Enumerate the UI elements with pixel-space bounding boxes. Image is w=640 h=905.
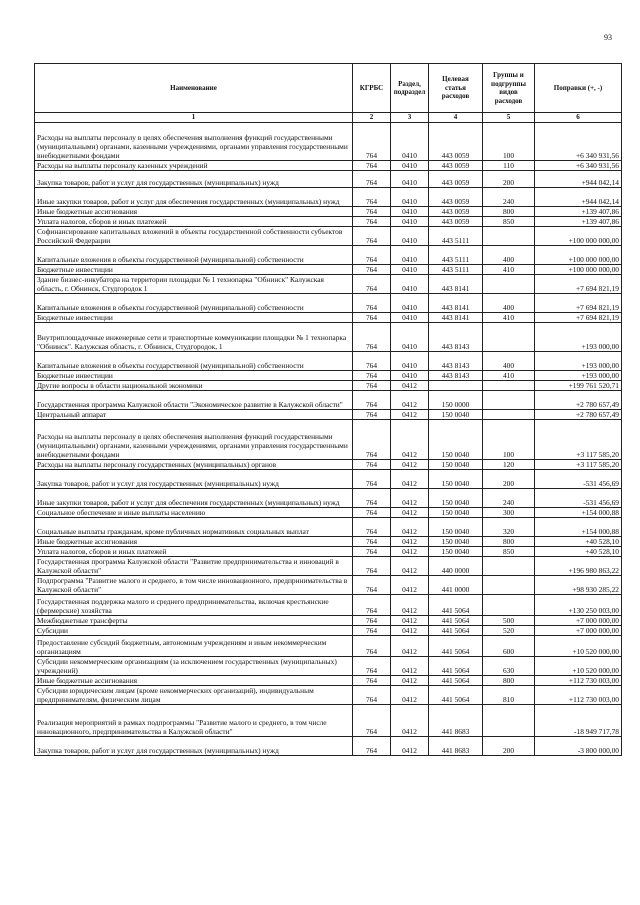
- cell-name: Социальное обеспечение и иные выплаты населению: [35, 508, 353, 518]
- table-row: [35, 246, 622, 265]
- cell-amount: +10 520 000,00: [535, 636, 622, 657]
- cell-name: Бюджетные инвестиции: [35, 313, 353, 323]
- table-row: [35, 371, 622, 381]
- cell-section: 0410: [391, 313, 429, 323]
- cell-section: 0412: [391, 470, 429, 489]
- cell-name: Софинансирование капитальных вложений в объекты государственной собственности субъектов Российской Федерации: [35, 227, 353, 246]
- cell-group: [483, 557, 535, 576]
- table-row: [35, 657, 622, 676]
- cell-group: [483, 381, 535, 391]
- cell-section: 0412: [391, 576, 429, 595]
- table-row: [35, 705, 622, 737]
- cell-target: 441 8683: [429, 737, 483, 756]
- cell-target: 441 5064: [429, 616, 483, 626]
- cell-target: 441 5064: [429, 676, 483, 686]
- cell-group: 600: [483, 636, 535, 657]
- table-row: [35, 294, 622, 313]
- table-row: [35, 489, 622, 508]
- column-number: 1: [35, 113, 353, 123]
- cell-target: 443 5111: [429, 227, 483, 246]
- cell-amount: +154 000,88: [535, 508, 622, 518]
- cell-target: 150 0040: [429, 460, 483, 470]
- cell-group: 410: [483, 371, 535, 381]
- table-row: [35, 420, 622, 460]
- cell-amount: +139 407,86: [535, 217, 622, 227]
- cell-amount: +100 000 000,00: [535, 227, 622, 246]
- cell-group: 500: [483, 616, 535, 626]
- cell-amount: +98 930 285,22: [535, 576, 622, 595]
- cell-target: 150 0040: [429, 489, 483, 508]
- cell-group: 400: [483, 352, 535, 371]
- cell-kgrbs: 764: [353, 161, 391, 171]
- cell-amount: +100 000 000,00: [535, 265, 622, 275]
- cell-section: 0412: [391, 420, 429, 460]
- cell-section: 0410: [391, 352, 429, 371]
- table-row: [35, 547, 622, 557]
- cell-target: 441 5064: [429, 626, 483, 636]
- cell-group: 100: [483, 123, 535, 161]
- budget-amendments-table: [34, 63, 622, 756]
- cell-kgrbs: 764: [353, 518, 391, 537]
- cell-section: 0412: [391, 557, 429, 576]
- cell-amount: +112 730 003,00: [535, 676, 622, 686]
- cell-kgrbs: 764: [353, 410, 391, 420]
- cell-name: Центральный аппарат: [35, 410, 353, 420]
- cell-group: 520: [483, 626, 535, 636]
- cell-target: 443 0059: [429, 161, 483, 171]
- table-body: [35, 123, 622, 756]
- cell-kgrbs: 764: [353, 576, 391, 595]
- cell-kgrbs: 764: [353, 508, 391, 518]
- cell-amount: -3 800 000,00: [535, 737, 622, 756]
- cell-section: 0412: [391, 595, 429, 616]
- cell-section: 0412: [391, 705, 429, 737]
- table-row: [35, 217, 622, 227]
- cell-target: 443 8141: [429, 275, 483, 294]
- cell-target: 443 0059: [429, 171, 483, 188]
- cell-target: 441 5064: [429, 657, 483, 676]
- cell-kgrbs: 764: [353, 686, 391, 705]
- cell-kgrbs: 764: [353, 265, 391, 275]
- cell-group: 800: [483, 537, 535, 547]
- cell-name: Расходы на выплаты персоналу государственных (муниципальных) органов: [35, 460, 353, 470]
- table-row: [35, 595, 622, 616]
- cell-name: Субсидии некоммерческим организациям (за исключением государственных (муниципальных) учреждений): [35, 657, 353, 676]
- cell-name: Расходы на выплаты персоналу казенных учреждений: [35, 161, 353, 171]
- cell-section: 0412: [391, 518, 429, 537]
- cell-target: 150 0040: [429, 470, 483, 489]
- cell-kgrbs: 764: [353, 294, 391, 313]
- cell-group: 800: [483, 207, 535, 217]
- cell-amount: +7 000 000,00: [535, 626, 622, 636]
- cell-section: 0410: [391, 294, 429, 313]
- cell-name: Государственная программа Калужской области "Развитие предпринимательства и инноваций в Калужской области": [35, 557, 353, 576]
- cell-kgrbs: 764: [353, 705, 391, 737]
- cell-kgrbs: 764: [353, 737, 391, 756]
- cell-amount: +10 520 000,00: [535, 657, 622, 676]
- cell-target: 150 0040: [429, 537, 483, 547]
- cell-name: Социальные выплаты гражданам, кроме публичных нормативных социальных выплат: [35, 518, 353, 537]
- table-row: [35, 470, 622, 489]
- table-row: [35, 410, 622, 420]
- cell-group: 300: [483, 508, 535, 518]
- cell-target: 150 0040: [429, 518, 483, 537]
- cell-section: 0412: [391, 410, 429, 420]
- table-row: [35, 391, 622, 410]
- cell-target: [429, 381, 483, 391]
- table-row: [35, 207, 622, 217]
- cell-kgrbs: 764: [353, 371, 391, 381]
- cell-kgrbs: 764: [353, 636, 391, 657]
- cell-section: 0412: [391, 460, 429, 470]
- cell-target: 441 5064: [429, 595, 483, 616]
- cell-amount: -531 456,69: [535, 470, 622, 489]
- cell-section: 0410: [391, 227, 429, 246]
- cell-name: Закупка товаров, работ и услуг для государственных (муниципальных) нужд: [35, 470, 353, 489]
- cell-group: 850: [483, 217, 535, 227]
- cell-name: Другие вопросы в области национальной экономики: [35, 381, 353, 391]
- cell-name: Межбюджетные трансферты: [35, 616, 353, 626]
- cell-section: 0410: [391, 217, 429, 227]
- header-section: Раздел, подраздел: [391, 64, 429, 113]
- cell-amount: +196 980 863,22: [535, 557, 622, 576]
- cell-group: 410: [483, 265, 535, 275]
- cell-target: 150 0000: [429, 391, 483, 410]
- table-row: [35, 616, 622, 626]
- table-row: [35, 313, 622, 323]
- cell-section: 0412: [391, 381, 429, 391]
- cell-amount: +7 694 821,19: [535, 275, 622, 294]
- cell-kgrbs: 764: [353, 537, 391, 547]
- cell-target: 443 0059: [429, 188, 483, 207]
- cell-name: Уплата налогов, сборов и иных платежей: [35, 547, 353, 557]
- cell-target: 443 8143: [429, 323, 483, 352]
- cell-group: 240: [483, 489, 535, 508]
- cell-kgrbs: 764: [353, 171, 391, 188]
- cell-kgrbs: 764: [353, 275, 391, 294]
- cell-kgrbs: 764: [353, 381, 391, 391]
- cell-amount: -531 456,69: [535, 489, 622, 508]
- cell-group: 800: [483, 676, 535, 686]
- cell-amount: +100 000 000,00: [535, 246, 622, 265]
- table-row: [35, 626, 622, 636]
- cell-group: 200: [483, 470, 535, 489]
- cell-section: 0412: [391, 391, 429, 410]
- cell-target: 443 8143: [429, 352, 483, 371]
- cell-kgrbs: 764: [353, 246, 391, 265]
- cell-group: [483, 227, 535, 246]
- cell-name: Капитальные вложения в объекты государственной (муниципальной) собственности: [35, 246, 353, 265]
- cell-name: Капитальные вложения в объекты государственной (муниципальной) собственности: [35, 294, 353, 313]
- table-header-row: [35, 64, 622, 113]
- cell-name: Субсидии: [35, 626, 353, 636]
- cell-kgrbs: 764: [353, 595, 391, 616]
- cell-group: 410: [483, 313, 535, 323]
- cell-section: 0410: [391, 246, 429, 265]
- cell-group: [483, 275, 535, 294]
- table-row: [35, 161, 622, 171]
- cell-amount: +130 250 003,00: [535, 595, 622, 616]
- cell-group: 100: [483, 420, 535, 460]
- cell-group: 810: [483, 686, 535, 705]
- cell-section: 0412: [391, 676, 429, 686]
- cell-section: 0412: [391, 636, 429, 657]
- cell-amount: +154 000,88: [535, 518, 622, 537]
- cell-amount: +199 761 520,71: [535, 381, 622, 391]
- cell-section: 0410: [391, 323, 429, 352]
- cell-group: [483, 576, 535, 595]
- cell-amount: -18 949 717,78: [535, 705, 622, 737]
- cell-group: [483, 323, 535, 352]
- cell-section: 0410: [391, 188, 429, 207]
- cell-name: Предоставление субсидий бюджетным, автономным учреждениям и иным некоммерческим организациям: [35, 636, 353, 657]
- cell-target: 443 8141: [429, 313, 483, 323]
- column-number: 4: [429, 113, 483, 123]
- table-row: [35, 188, 622, 207]
- cell-amount: +139 407,86: [535, 207, 622, 217]
- column-number: 6: [535, 113, 622, 123]
- cell-amount: +3 117 585,20: [535, 420, 622, 460]
- table-row: [35, 381, 622, 391]
- cell-name: Уплата налогов, сборов и иных платежей: [35, 217, 353, 227]
- cell-section: 0412: [391, 657, 429, 676]
- cell-target: 150 0040: [429, 420, 483, 460]
- cell-section: 0410: [391, 207, 429, 217]
- cell-name: Внутриплощадочные инженерные сети и транспортные коммуникации площадки № 1 технопарка "Обнинск". Калужская область, г. Обнинск, Студгородок, 1: [35, 323, 353, 352]
- cell-name: Иные бюджетные ассигнования: [35, 676, 353, 686]
- cell-name: Государственная поддержка малого и среднего предпринимательства, включая крестьянские (фермерские) хозяйства: [35, 595, 353, 616]
- cell-kgrbs: 764: [353, 207, 391, 217]
- cell-group: 200: [483, 171, 535, 188]
- cell-target: 441 8683: [429, 705, 483, 737]
- cell-name: Государственная программа Калужской области "Экономическое развитие в Калужской области": [35, 391, 353, 410]
- cell-amount: +944 042,14: [535, 188, 622, 207]
- page-number: 93: [604, 33, 612, 42]
- cell-name: Расходы на выплаты персоналу в целях обеспечения выполнения функций государственными (муниципальными) органами, казенными учреждениями, органами управления государственными внебюджетными фондами: [35, 123, 353, 161]
- cell-target: 150 0040: [429, 547, 483, 557]
- table-row: [35, 576, 622, 595]
- cell-kgrbs: 764: [353, 616, 391, 626]
- cell-group: 120: [483, 460, 535, 470]
- cell-amount: +3 117 585,20: [535, 460, 622, 470]
- cell-section: 0412: [391, 508, 429, 518]
- table-row: [35, 460, 622, 470]
- table-row: [35, 171, 622, 188]
- cell-group: 110: [483, 161, 535, 171]
- cell-section: 0410: [391, 265, 429, 275]
- cell-group: 400: [483, 246, 535, 265]
- table-row: [35, 508, 622, 518]
- cell-group: 200: [483, 737, 535, 756]
- cell-amount: +112 730 003,00: [535, 686, 622, 705]
- cell-amount: +6 340 931,56: [535, 123, 622, 161]
- cell-group: 240: [483, 188, 535, 207]
- cell-target: 441 5064: [429, 636, 483, 657]
- cell-target: 443 8141: [429, 294, 483, 313]
- table-row: [35, 323, 622, 352]
- column-number: 5: [483, 113, 535, 123]
- header-amendment: Поправки (+, -): [535, 64, 622, 113]
- cell-section: 0410: [391, 275, 429, 294]
- table-row: [35, 265, 622, 275]
- cell-kgrbs: 764: [353, 626, 391, 636]
- cell-group: [483, 595, 535, 616]
- cell-target: 443 5111: [429, 246, 483, 265]
- cell-name: Иные бюджетные ассигнования: [35, 207, 353, 217]
- cell-amount: +193 000,00: [535, 352, 622, 371]
- cell-group: [483, 705, 535, 737]
- cell-kgrbs: 764: [353, 123, 391, 161]
- cell-section: 0410: [391, 123, 429, 161]
- cell-kgrbs: 764: [353, 227, 391, 246]
- cell-amount: +2 780 657,49: [535, 410, 622, 420]
- table-row: [35, 518, 622, 537]
- cell-section: 0412: [391, 547, 429, 557]
- table-row: [35, 123, 622, 161]
- cell-name: Здание бизнес-инкубатора на территории площадки № 1 технопарка "Обнинск" Калужская область, г. Обнинск, Студгородок 1: [35, 275, 353, 294]
- cell-kgrbs: 764: [353, 420, 391, 460]
- cell-name: Иные закупки товаров, работ и услуг для обеспечения государственных (муниципальных) нужд: [35, 188, 353, 207]
- cell-section: 0410: [391, 161, 429, 171]
- header-kgrbs: КГРБС: [353, 64, 391, 113]
- column-number: 2: [353, 113, 391, 123]
- cell-amount: +7 000 000,00: [535, 616, 622, 626]
- cell-kgrbs: 764: [353, 460, 391, 470]
- cell-name: Капитальные вложения в объекты государственной (муниципальной) собственности: [35, 352, 353, 371]
- cell-amount: +7 694 821,19: [535, 294, 622, 313]
- cell-group: 850: [483, 547, 535, 557]
- cell-group: [483, 391, 535, 410]
- cell-name: Реализация мероприятий в рамках подпрограммы "Развитие малого и среднего, в том числе инновационного, предпринимательства в Калужской области": [35, 705, 353, 737]
- cell-section: 0410: [391, 171, 429, 188]
- header-name: Наименование: [35, 64, 353, 113]
- cell-amount: +193 000,00: [535, 323, 622, 352]
- cell-name: Расходы на выплаты персоналу в целях обеспечения выполнения функций государственными (муниципальными) органами, казенными учреждениями, органами управления государственными внебюджетными фондами: [35, 420, 353, 460]
- cell-name: Закупка товаров, работ и услуг для государственных (муниципальных) нужд: [35, 171, 353, 188]
- cell-section: 0412: [391, 537, 429, 547]
- header-group: Группы и подгруппы видов расходов: [483, 64, 535, 113]
- table-row: [35, 557, 622, 576]
- table-row: [35, 676, 622, 686]
- cell-kgrbs: 764: [353, 676, 391, 686]
- cell-kgrbs: 764: [353, 547, 391, 557]
- cell-kgrbs: 764: [353, 217, 391, 227]
- cell-target: 443 8143: [429, 371, 483, 381]
- cell-kgrbs: 764: [353, 657, 391, 676]
- cell-name: Иные закупки товаров, работ и услуг для обеспечения государственных (муниципальных) нужд: [35, 489, 353, 508]
- cell-target: 150 0040: [429, 410, 483, 420]
- cell-kgrbs: 764: [353, 391, 391, 410]
- cell-name: Бюджетные инвестиции: [35, 265, 353, 275]
- cell-kgrbs: 764: [353, 557, 391, 576]
- table-row: [35, 227, 622, 246]
- cell-group: 400: [483, 294, 535, 313]
- cell-amount: +193 000,00: [535, 371, 622, 381]
- cell-group: 630: [483, 657, 535, 676]
- cell-target: 441 5064: [429, 686, 483, 705]
- cell-name: Бюджетные инвестиции: [35, 371, 353, 381]
- table-row: [35, 275, 622, 294]
- cell-section: 0412: [391, 737, 429, 756]
- cell-target: 443 0059: [429, 217, 483, 227]
- cell-name: Субсидии юридическим лицам (кроме некоммерческих организаций), индивидуальным предпринимателям, физическим лицам: [35, 686, 353, 705]
- cell-amount: +2 780 657,49: [535, 391, 622, 410]
- cell-kgrbs: 764: [353, 188, 391, 207]
- cell-group: 320: [483, 518, 535, 537]
- cell-target: 443 0059: [429, 123, 483, 161]
- table-row: [35, 352, 622, 371]
- cell-amount: +7 694 821,19: [535, 313, 622, 323]
- table-row: [35, 636, 622, 657]
- cell-section: 0412: [391, 616, 429, 626]
- cell-target: 443 0059: [429, 207, 483, 217]
- cell-kgrbs: 764: [353, 323, 391, 352]
- column-number: 3: [391, 113, 429, 123]
- table-row: [35, 537, 622, 547]
- table-row: [35, 737, 622, 756]
- cell-name: Иные бюджетные ассигнования: [35, 537, 353, 547]
- cell-group: [483, 410, 535, 420]
- cell-kgrbs: 764: [353, 352, 391, 371]
- cell-target: 440 0000: [429, 557, 483, 576]
- cell-target: 443 5111: [429, 265, 483, 275]
- cell-name: Подпрограмма "Развитие малого и среднего, в том числе инновационного, предпринимательства в Калужской области": [35, 576, 353, 595]
- cell-section: 0412: [391, 626, 429, 636]
- table-row: [35, 686, 622, 705]
- cell-target: 150 0040: [429, 508, 483, 518]
- cell-amount: +40 528,10: [535, 537, 622, 547]
- cell-amount: +6 340 931,56: [535, 161, 622, 171]
- cell-amount: +40 528,10: [535, 547, 622, 557]
- cell-section: 0412: [391, 686, 429, 705]
- cell-kgrbs: 764: [353, 489, 391, 508]
- header-target: Целевая статья расходов: [429, 64, 483, 113]
- cell-kgrbs: 764: [353, 313, 391, 323]
- cell-amount: +944 042,14: [535, 171, 622, 188]
- column-number-row: [35, 113, 622, 123]
- cell-kgrbs: 764: [353, 470, 391, 489]
- cell-target: 441 0000: [429, 576, 483, 595]
- cell-section: 0410: [391, 371, 429, 381]
- cell-name: Закупка товаров, работ и услуг для государственных (муниципальных) нужд: [35, 737, 353, 756]
- cell-section: 0412: [391, 489, 429, 508]
